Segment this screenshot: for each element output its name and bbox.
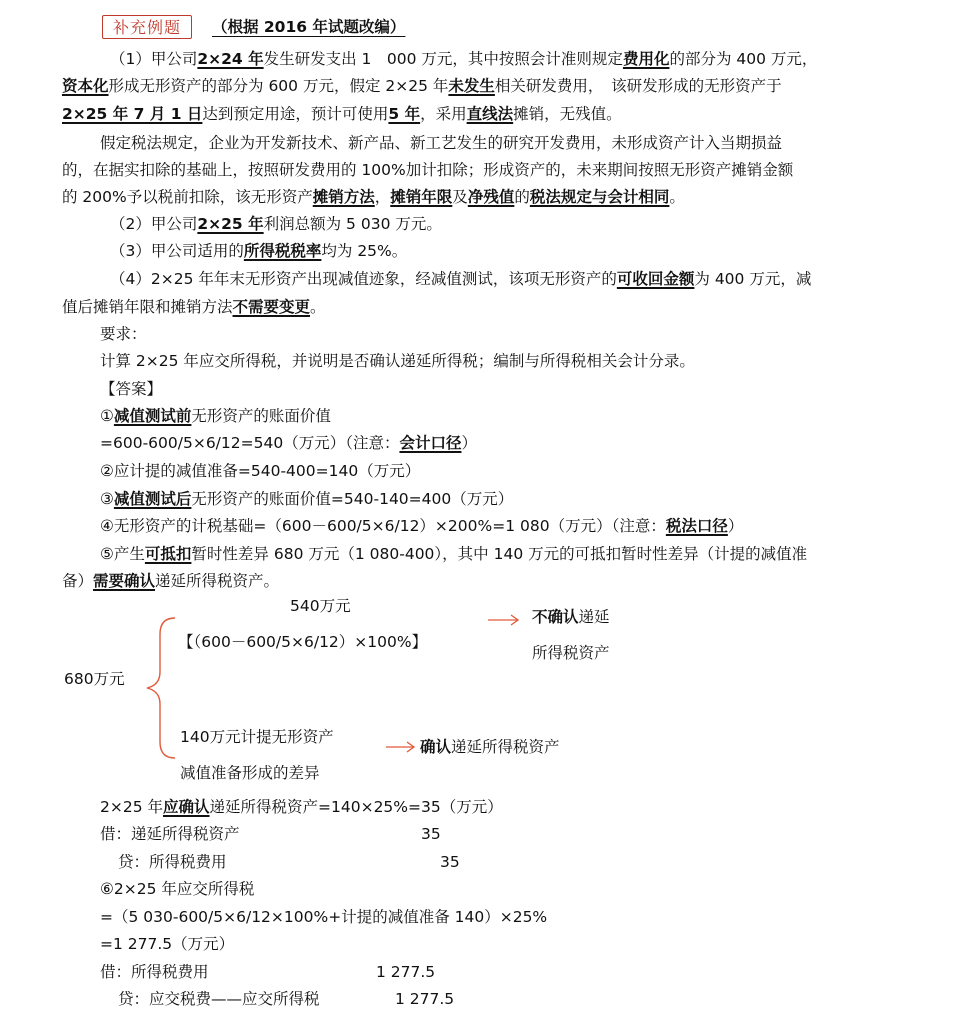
lower-line2: 减值准备形成的差异	[180, 764, 320, 782]
brace	[147, 618, 175, 758]
deferred-credit-amount: 35	[440, 853, 460, 871]
p1-line1: （1）甲公司2×24 年发生研发支出 1 000 万元，其中按照会计准则规定费用化的部分为 400 万元，	[110, 50, 818, 68]
requirement-label: 要求：	[100, 325, 147, 343]
lower-result: 确认递延所得税资产	[420, 738, 560, 756]
answer-step4: ④无形资产的计税基础=（600－600/5×6/12）×200%=1 080（万元）（注意：税法口径）	[100, 517, 744, 535]
supplementary-example-tag: 补充例题	[102, 15, 192, 39]
arrow-not-recognize	[488, 615, 518, 625]
deferred-debit-label: 借：递延所得税资产	[100, 825, 240, 843]
answer-step5: ⑤产生可抵扣暂时性差异 680 万元（1 080-400），其中 140 万元的可抵扣暂时性差异（计提的减值准	[100, 545, 808, 563]
current-formula: =（5 030-600/5×6/12×100%+计提的减值准备 140）×25%	[100, 908, 548, 926]
requirement-text: 计算 2×25 年应交所得税，并说明是否确认递延所得税；编制与所得税相关会计分录。	[100, 352, 695, 370]
p2-line3: 的 200%予以税前扣除，该无形资产摊销方法，摊销年限及净残值的税法规定与会计相同。	[62, 188, 685, 206]
deferred-credit-label: 贷：所得税费用	[118, 853, 227, 871]
answer-step1: ①减值测试前无形资产的账面价值	[100, 407, 331, 425]
answer-label: 【答案】	[100, 380, 163, 398]
answer-step5-cont: 备）需要确认递延所得税资产。	[62, 572, 280, 590]
arrow-recognize	[386, 742, 414, 752]
diagram-total: 680万元	[64, 670, 125, 688]
current-credit-amount: 1 277.5	[395, 990, 455, 1008]
upper-value: 540万元	[290, 597, 351, 615]
upper-result: 不确认递延	[532, 608, 610, 626]
current-step6: ⑥2×25 年应交所得税	[100, 880, 255, 898]
current-debit-label: 借：所得税费用	[100, 963, 209, 981]
upper-formula: 【（600－600/5×6/12）×100%】	[178, 633, 428, 651]
deferred-debit-amount: 35	[421, 825, 441, 843]
p1-line3: 2×25 年 7 月 1 日达到预定用途，预计可使用5 年，采用直线法摊销，无残值。	[62, 105, 622, 123]
upper-result-line2: 所得税资产	[532, 644, 610, 662]
answer-step2: ②应计提的减值准备=540-400=140（万元）	[100, 462, 421, 480]
p2-line1: 假定税法规定，企业为开发新技术、新产品、新工艺发生的研究开发费用，未形成资产计入当期损益	[100, 134, 783, 152]
p2-line2: 的，在据实扣除的基础上，按照研发费用的 100%加计扣除；形成资产的，未来期间按照无形资产摊销金额	[62, 161, 794, 179]
p3-line: （2）甲公司2×25 年利润总额为 5 030 万元。	[110, 215, 442, 233]
answer-step1-formula: =600-600/5×6/12=540（万元）（注意：会计口径）	[100, 434, 477, 452]
source-note: （根据 2016 年试题改编）	[212, 18, 406, 36]
lower-line1: 140万元计提无形资产	[180, 728, 334, 746]
answer-step3: ③减值测试后无形资产的账面价值=540-140=400（万元）	[100, 490, 514, 508]
p4-line: （3）甲公司适用的所得税税率均为 25%。	[110, 242, 408, 260]
deferred-line: 2×25 年应确认递延所得税资产=140×25%=35（万元）	[100, 798, 503, 816]
current-result: =1 277.5（万元）	[100, 935, 235, 953]
current-debit-amount: 1 277.5	[376, 963, 436, 981]
p5-line1: （4）2×25 年年末无形资产出现减值迹象，经减值测试，该项无形资产的可收回金额为 400 万元，减	[110, 270, 812, 288]
p5-line2: 值后摊销年限和摊销方法不需要变更。	[62, 298, 326, 316]
current-credit-label: 贷：应交税费——应交所得税	[118, 990, 320, 1008]
p1-line2: 资本化形成无形资产的部分为 600 万元，假定 2×25 年未发生相关研发费用， 该研发形成的无形资产于	[62, 77, 782, 95]
